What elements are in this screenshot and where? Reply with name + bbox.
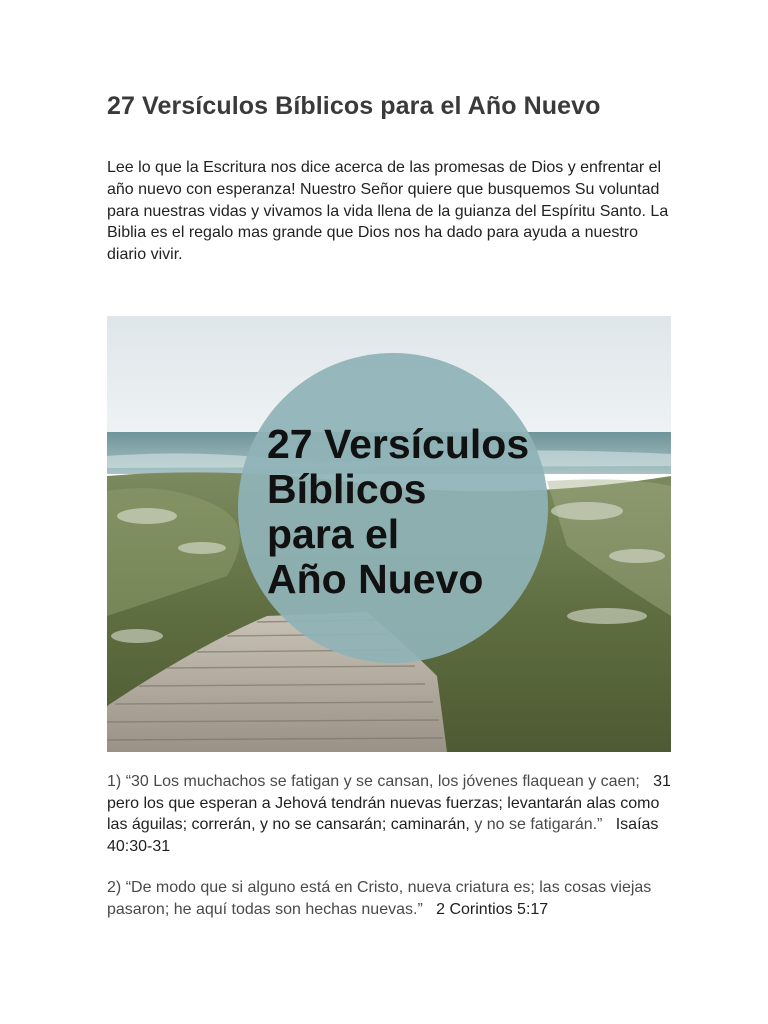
hero-line-1: 27 Versículos <box>267 421 530 467</box>
verse-text-end: y no se fatigarán.” <box>474 816 603 833</box>
hero-line-4: Año Nuevo <box>267 556 484 602</box>
verse-text: “De modo que si alguno está en Cristo, nueva criatura es; las cosas viejas pasaron; he aquí todas son hechas nuevas.” <box>107 879 652 918</box>
verse-reference: 2 Corintios 5:17 <box>436 900 549 918</box>
hero-line-3: para el <box>267 511 400 557</box>
verse-reference: Isaías 40:30-31 <box>107 816 659 855</box>
intro-paragraph: Lee lo que la Escritura nos dice acerca de las promesas de Dios y enfrentar el año nuevo con esperanza! Nuestro Señor quiere que busquemos Su voluntad para nuestras vidas y vivamos la vida llena de la guianza del Espíritu Santo. La Biblia es el regalo mas grande que Dios nos ha dado para ayuda a nuestro diario vivir. <box>107 159 669 264</box>
verse-number: 2) <box>107 879 122 896</box>
verse-2 <box>107 877 677 920</box>
verse-text-continued: 31 pero los que esperan a Jehová tendrán nuevas fuerzas; levantarán alas como las águilas; correrán, y no se cansarán; caminarán, <box>107 773 671 833</box>
hero-line-2: Bíblicos <box>267 466 427 512</box>
hero-image <box>107 316 671 752</box>
verse-text: “30 Los muchachos se fatigan y se cansan, los jóvenes flaquean y caen; <box>125 773 640 790</box>
verse-1 <box>107 771 677 857</box>
verse-number: 1) <box>107 773 122 790</box>
page-title: 27 Versículos Bíblicos para el Año Nuevo <box>107 92 601 120</box>
